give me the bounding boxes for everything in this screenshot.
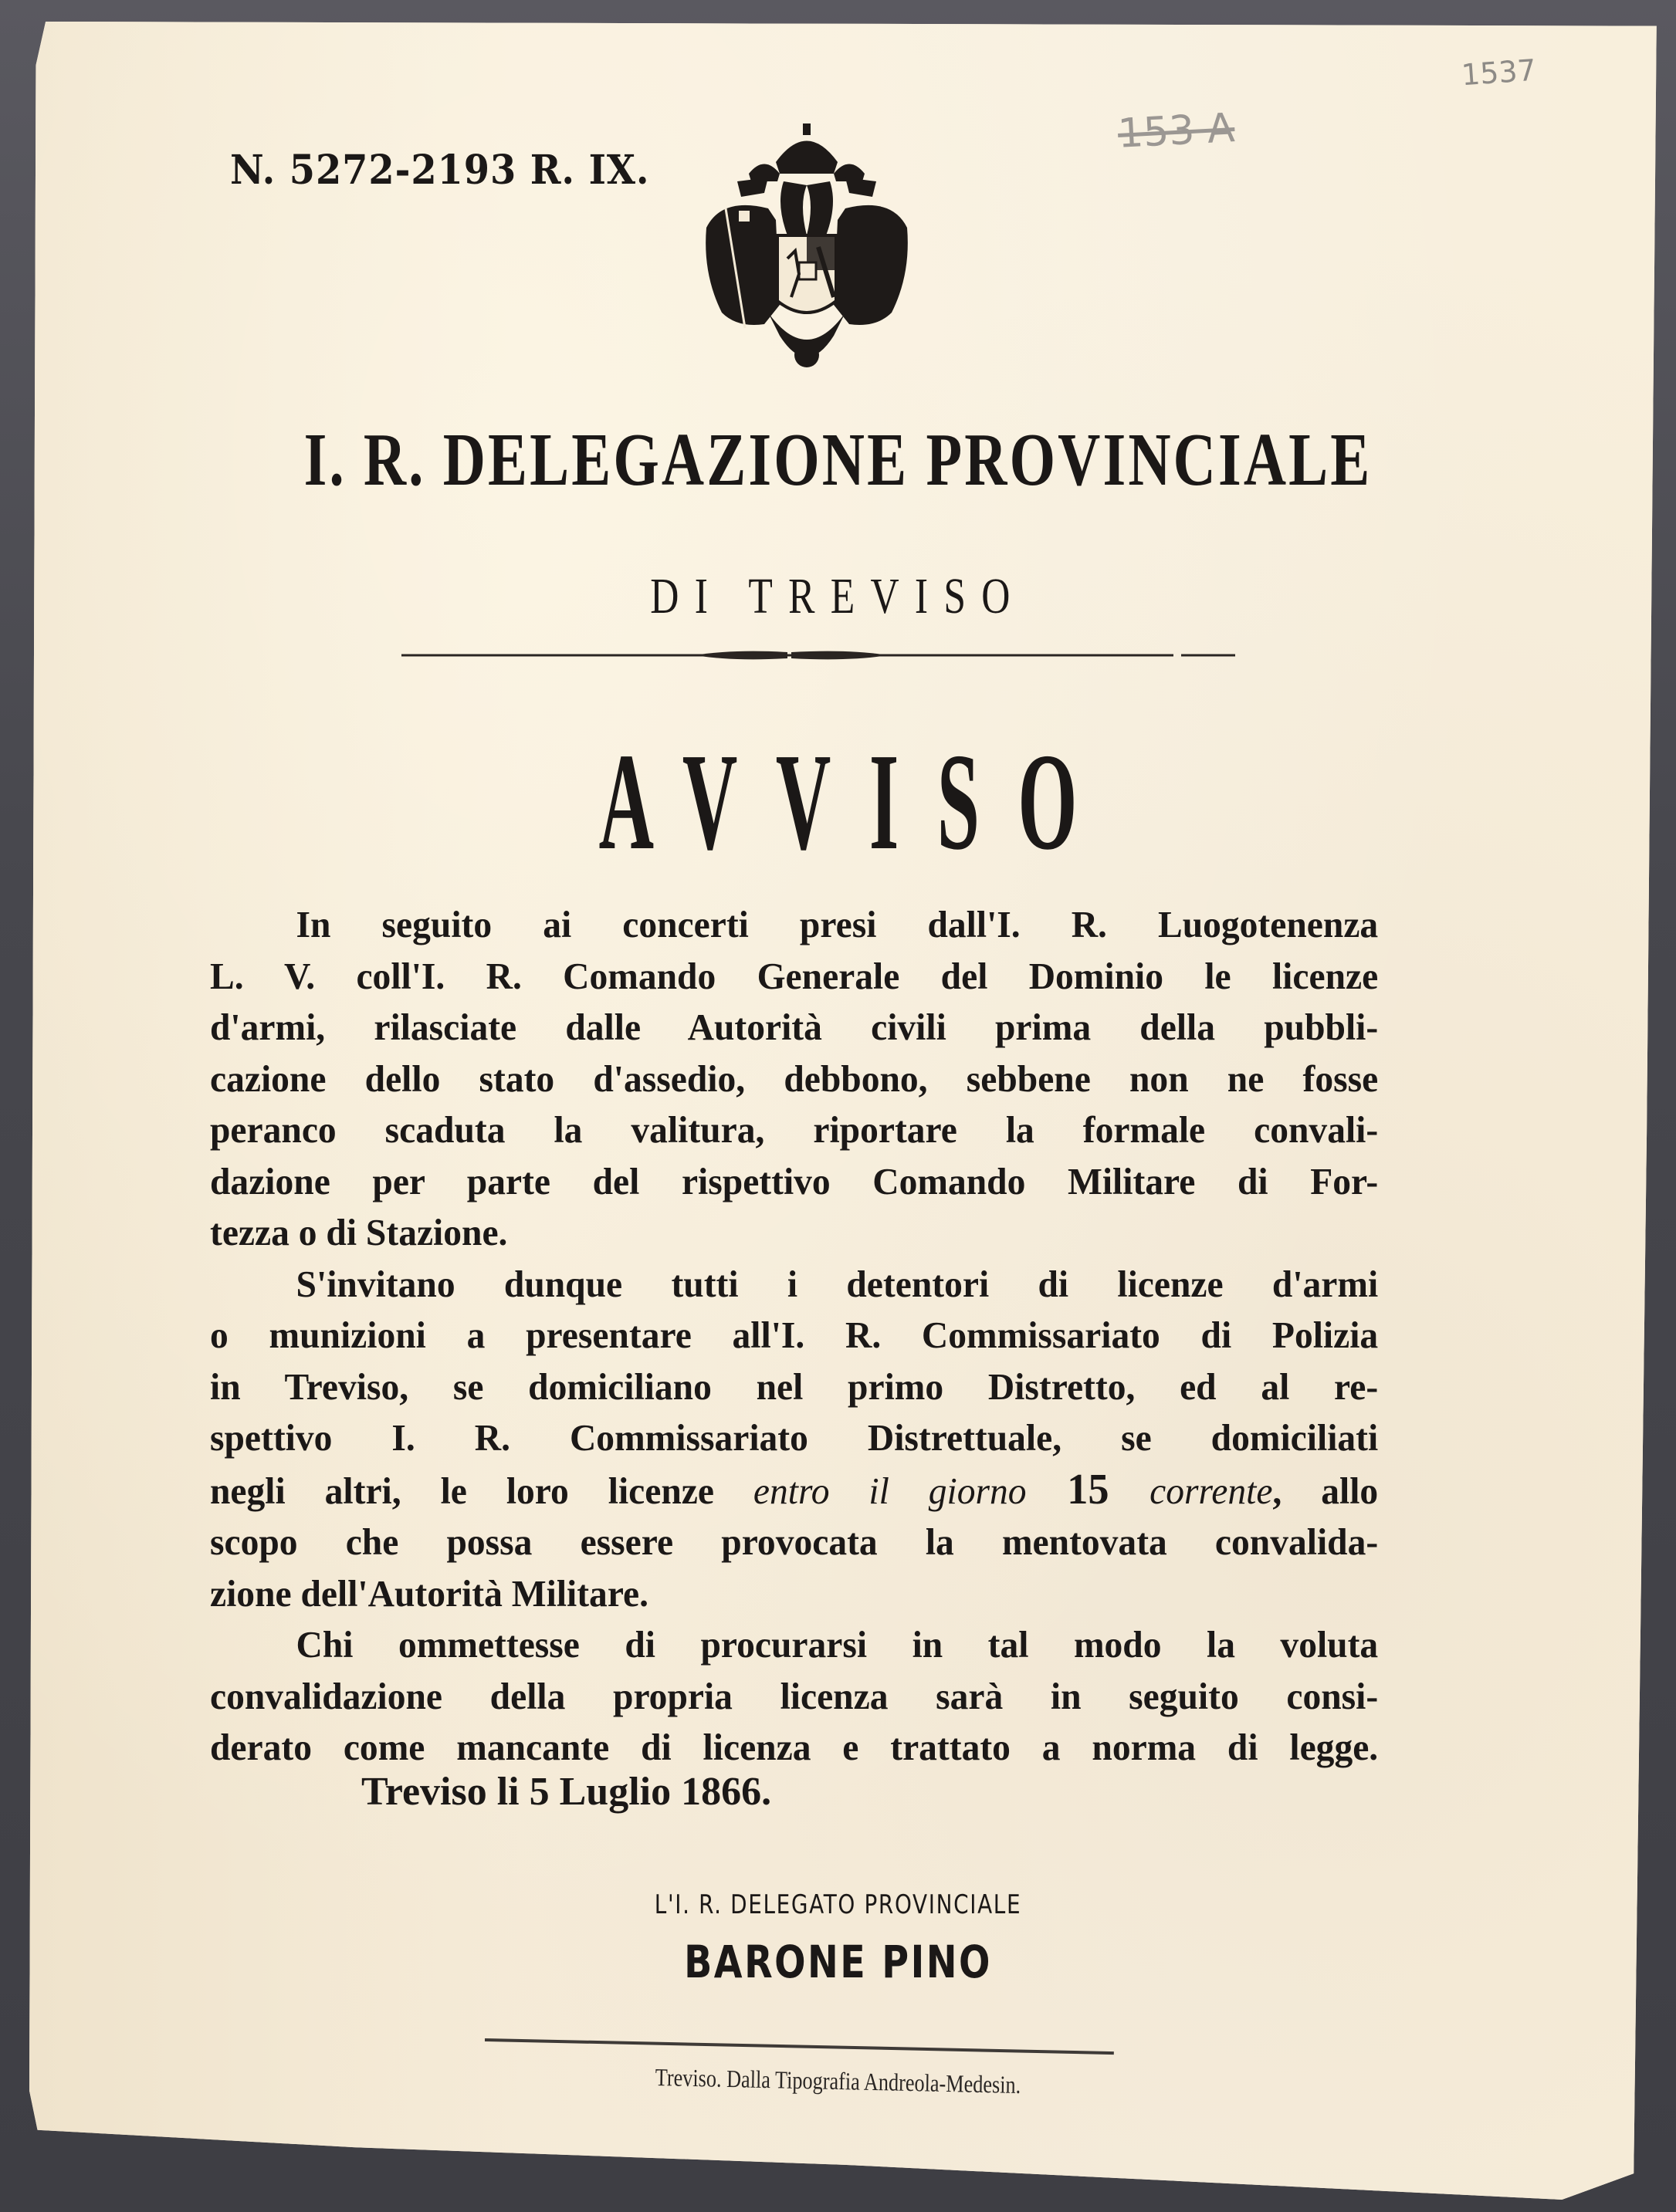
authority-heading: I. R. DELEGAZIONE PROVINCIALE bbox=[303, 418, 1373, 502]
deadline-after: , allo bbox=[1272, 1469, 1379, 1512]
body-line: zione dell'Autorità Militare. bbox=[210, 1571, 649, 1615]
archive-pencil-number: 1537 bbox=[1460, 52, 1538, 93]
body-line: Chi ommettesse di procurarsi in tal modo la voluta bbox=[296, 1623, 1379, 1666]
body-line: cazione dello stato d'assedio, debbono, sebbene non ne fosse bbox=[210, 1057, 1379, 1100]
body-line: spettivo I. R. Commissariato Distrettuale, se domiciliati bbox=[210, 1416, 1379, 1459]
ornamental-divider bbox=[401, 650, 1235, 661]
body-line: peranco scaduta la valitura, riportare la formale convali- bbox=[210, 1108, 1379, 1151]
body-line: dazione per parte del rispettivo Comando Militare di For- bbox=[210, 1159, 1379, 1202]
location-subheading: DI TREVISO bbox=[650, 568, 1026, 624]
body-line: In seguito ai concerti presi dall'I. R. Luogotenenza bbox=[296, 903, 1379, 945]
deadline-day: 15 bbox=[1026, 1465, 1150, 1514]
body-line: o munizioni a presentare all'I. R. Commissariato di Polizia bbox=[210, 1314, 1379, 1356]
deadline-italic-current: corrente bbox=[1149, 1469, 1273, 1512]
body-line: scopo che possa essere provocata la mentovata convalida- bbox=[210, 1520, 1379, 1563]
body-line: d'armi, rilasciate dalle Autorità civili prima della pubbli- bbox=[210, 1006, 1379, 1048]
body-line: convalidazione della propria licenza sarà in seguito consi- bbox=[210, 1674, 1379, 1717]
body-line: tezza o di Stazione. bbox=[210, 1211, 508, 1253]
notice-title: AVVISO bbox=[598, 725, 1116, 878]
body-line: S'invitano dunque tutti i detentori di licenze d'armi bbox=[296, 1262, 1379, 1305]
archive-pencil-number-struck: 153 A bbox=[1116, 105, 1236, 157]
printer-imprint: Treviso. Dalla Tipografia Andreola-Medesin. bbox=[655, 2062, 1021, 2099]
signer-title: L'I. R. DELEGATO PROVINCIALE bbox=[654, 1889, 1022, 1920]
deadline-before: negli altri, le loro licenze bbox=[210, 1469, 753, 1512]
date-line: Treviso li 5 Luglio 1866. bbox=[361, 1770, 772, 1814]
coat-of-arms-icon bbox=[691, 120, 923, 374]
body-line: in Treviso, se domiciliano nel primo Distretto, ed al re- bbox=[210, 1365, 1379, 1408]
document-number: N. 5272-2193 R. IX. bbox=[230, 147, 650, 194]
notice-body bbox=[210, 899, 1414, 1774]
deadline-italic: entro il giorno bbox=[753, 1469, 1027, 1512]
body-line: derato come mancante di licenza e trattato a norma di legge. bbox=[210, 1726, 1379, 1768]
body-line-deadline bbox=[210, 1464, 1378, 1517]
signer-name: BARONE PINO bbox=[684, 1936, 992, 1988]
body-line: L. V. coll'I. R. Comando Generale del Dominio le licenze bbox=[210, 954, 1379, 997]
